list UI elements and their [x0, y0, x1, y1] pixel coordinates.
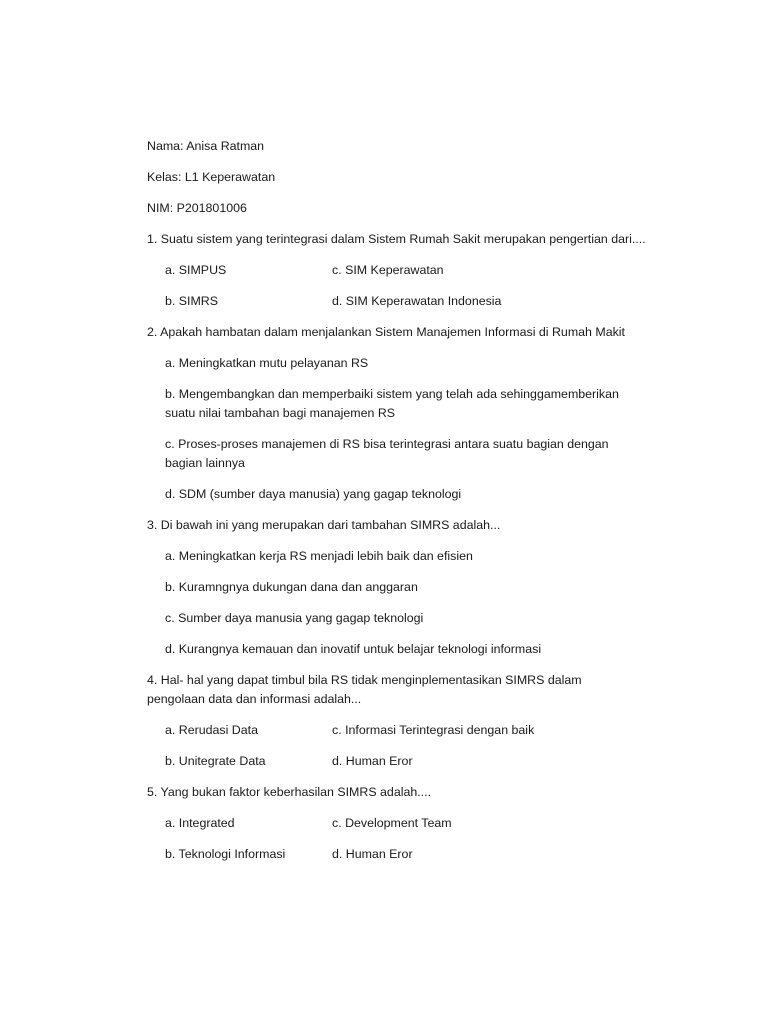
option-row — [165, 261, 667, 280]
option-b: b. Teknologi Informasi — [165, 847, 286, 861]
option-c: c. SIM Keperawatan — [332, 263, 444, 277]
option-a: a. Meningkatkan kerja RS menjadi lebih baik dan efisien — [165, 549, 473, 563]
question-3: 3. Di bawah ini yang merupakan dari tambahan SIMRS adalah... — [147, 518, 501, 532]
option-c: c. Proses-proses manajemen di RS bisa terintegrasi antara suatu bagian dengan bagian lainnya — [165, 437, 609, 470]
option-d: d. Human Eror — [332, 847, 413, 861]
option-b: b. Kuramngnya dukungan dana dan anggaran — [165, 580, 418, 594]
question-5-options — [147, 814, 667, 864]
option-b: b. Mengembangkan dan memperbaiki sistem yang telah ada sehinggamemberikan suatu nilai tambahan bagi manajemen RS — [165, 387, 619, 420]
student-name: Nama: Anisa Ratman — [147, 139, 265, 153]
option-d: d. SDM (sumber daya manusia) yang gagap teknologi — [165, 487, 462, 501]
question-1: 1. Suatu sistem yang terintegrasi dalam Sistem Rumah Sakit merupakan pengertian dari.... — [147, 232, 646, 246]
option-a: a. Meningkatkan mutu pelayanan RS — [165, 356, 369, 370]
option-c: c. Sumber daya manusia yang gagap teknologi — [165, 611, 424, 625]
student-class: Kelas: L1 Keperawatan — [147, 170, 276, 184]
option-a: a. SIMPUS — [165, 263, 227, 277]
option-c: c. Development Team — [332, 816, 452, 830]
question-1-options — [147, 261, 667, 311]
question-2: 2. Apakah hambatan dalam menjalankan Sistem Manajemen Informasi di Rumah Makit — [147, 325, 625, 339]
option-d: d. SIM Keperawatan Indonesia — [332, 294, 502, 308]
option-b: b. Unitegrate Data — [165, 754, 266, 768]
option-row — [165, 292, 667, 311]
question-4: 4. Hal- hal yang dapat timbul bila RS tidak menginplementasikan SIMRS dalam pengolaan data dan informasi adalah... — [147, 673, 582, 706]
question-3-options — [147, 547, 667, 659]
option-row — [165, 752, 667, 771]
option-row — [165, 845, 667, 864]
question-2-options — [147, 354, 667, 504]
option-c: c. Informasi Terintegrasi dengan baik — [332, 723, 535, 737]
option-a: a. Integrated — [165, 816, 235, 830]
option-a: a. Rerudasi Data — [165, 723, 258, 737]
student-nim: NIM: P201801006 — [147, 201, 247, 215]
option-row — [165, 814, 667, 833]
question-5: 5. Yang bukan faktor keberhasilan SIMRS adalah.... — [147, 785, 432, 799]
option-d: d. Human Eror — [332, 754, 413, 768]
document-page — [147, 137, 667, 876]
question-4-options — [147, 721, 667, 771]
option-d: d. Kurangnya kemauan dan inovatif untuk belajar teknologi informasi — [165, 642, 542, 656]
option-b: b. SIMRS — [165, 294, 219, 308]
option-row — [165, 721, 667, 740]
